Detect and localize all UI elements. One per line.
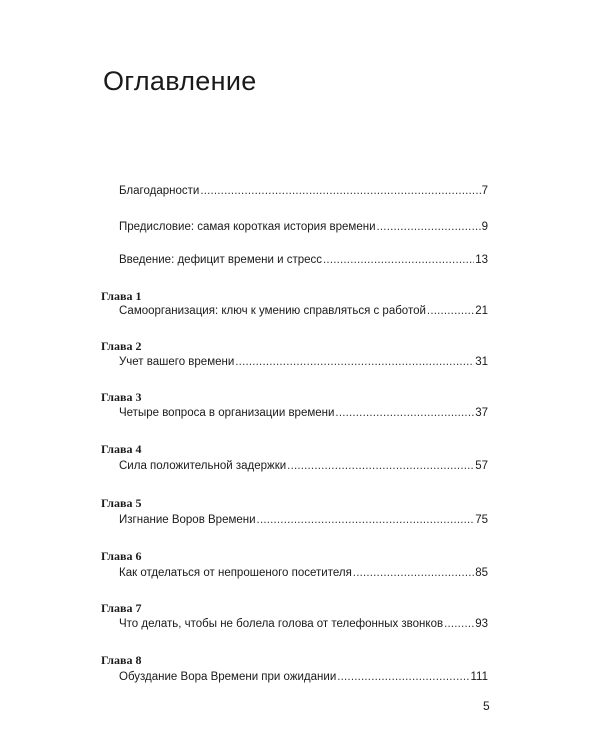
page-number: 5 bbox=[483, 699, 490, 713]
toc-entry-introduction bbox=[119, 253, 488, 267]
toc-entry-text: Благодарности bbox=[119, 185, 200, 197]
chapter-label: Глава 1 bbox=[101, 289, 142, 303]
chapter-label: Глава 8 bbox=[101, 653, 142, 667]
chapter-label: Глава 2 bbox=[101, 339, 142, 353]
toc-entry-chapter-7 bbox=[119, 617, 488, 631]
toc-entry-page: 7 bbox=[481, 185, 488, 197]
dot-leader bbox=[377, 220, 481, 234]
chapter-label: Глава 3 bbox=[101, 390, 142, 404]
toc-entry-chapter-3 bbox=[119, 406, 488, 420]
toc-entry-chapter-2 bbox=[119, 355, 488, 369]
chapter-label: Глава 7 bbox=[101, 601, 142, 615]
dot-leader bbox=[323, 253, 474, 267]
toc-entry-page: 85 bbox=[475, 567, 488, 579]
dot-leader bbox=[427, 304, 474, 318]
chapter-label: Глава 5 bbox=[101, 496, 142, 510]
toc-entry-page: 111 bbox=[470, 671, 488, 683]
toc-entry-text: Сила положительной задержки bbox=[119, 460, 287, 472]
toc-entry-text: Введение: дефицит времени и стресс bbox=[119, 254, 323, 266]
toc-entry-chapter-8 bbox=[119, 670, 488, 684]
toc-entry-page: 9 bbox=[481, 221, 488, 233]
toc-entry-text: Самоорганизация: ключ к умению справляться с работой bbox=[119, 305, 426, 317]
toc-entry-page: 13 bbox=[475, 254, 488, 266]
dot-leader bbox=[235, 355, 474, 369]
toc-entry-page: 93 bbox=[475, 618, 488, 630]
toc-entry-text: Что делать, чтобы не болела голова от телефонных звонков bbox=[119, 618, 444, 630]
toc-entry-text: Изгнание Воров Времени bbox=[119, 514, 256, 526]
toc-entry-text: Учет вашего времени bbox=[119, 356, 235, 368]
toc-entry-chapter-6 bbox=[119, 566, 488, 580]
toc-entry-text: Как отделаться от непрошеного посетителя bbox=[119, 567, 352, 579]
toc-entry-chapter-4 bbox=[119, 459, 488, 473]
dot-leader bbox=[257, 513, 475, 527]
toc-entry-page: 31 bbox=[475, 356, 488, 368]
toc-entry-chapter-5 bbox=[119, 513, 488, 527]
chapter-label: Глава 6 bbox=[101, 549, 142, 563]
dot-leader bbox=[335, 406, 474, 420]
toc-entry-acknowledgements bbox=[119, 184, 488, 198]
dot-leader bbox=[444, 617, 474, 631]
toc-entry-text: Обуздание Вора Времени при ожидании bbox=[119, 671, 337, 683]
toc-entry-page: 37 bbox=[475, 407, 488, 419]
chapter-label: Глава 4 bbox=[101, 442, 142, 456]
toc-entry-preface bbox=[119, 220, 488, 234]
toc-entry-page: 75 bbox=[475, 514, 488, 526]
dot-leader bbox=[200, 184, 480, 198]
toc-entry-text: Четыре вопроса в организации времени bbox=[119, 407, 335, 419]
dot-leader bbox=[353, 566, 474, 580]
toc-entry-text: Предисловие: самая короткая история времени bbox=[119, 221, 376, 233]
toc-entry-page: 57 bbox=[475, 460, 488, 472]
toc-entry-page: 21 bbox=[475, 305, 488, 317]
dot-leader bbox=[287, 459, 474, 473]
dot-leader bbox=[337, 670, 469, 684]
toc-entry-chapter-1 bbox=[119, 304, 488, 318]
page-title: Оглавление bbox=[103, 66, 257, 96]
